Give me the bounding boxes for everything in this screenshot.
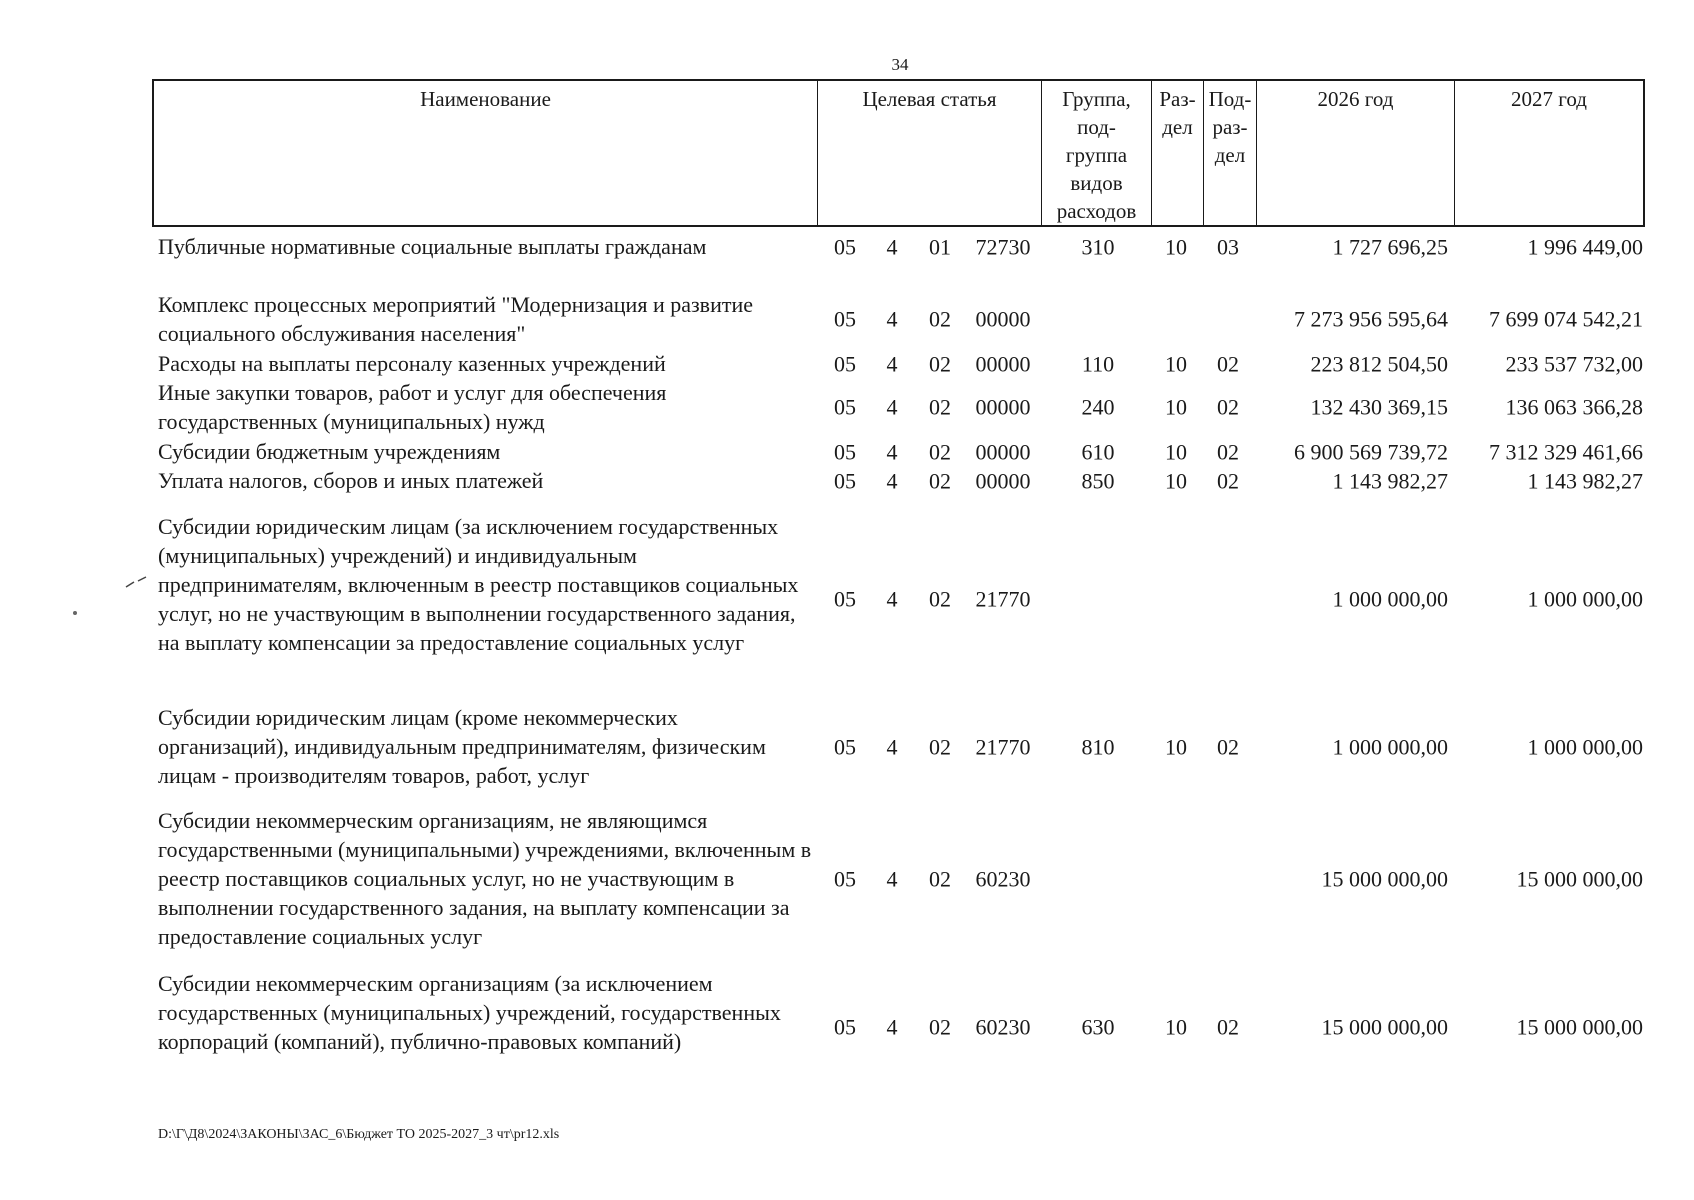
row-name: Расходы на выплаты персоналу казенных учреждений [158,351,666,376]
header-group-line: видов [1070,171,1123,195]
row-target-2: 4 [886,1014,898,1040]
row-value-2027: 1 000 000,00 [1527,586,1643,612]
footer-file-path: D:\Г\Д8\2024\ЗАКОНЫ\ЗАС_6\Бюджет ТО 2025-2027_3 чт\pr12.xls [158,1127,560,1142]
row-name: Субсидии бюджетным учреждениям [158,439,501,464]
row-value-2027: 15 000 000,00 [1516,866,1643,891]
table-row [0,349,1694,378]
header-year-2026: 2026 год [1257,81,1455,225]
row-target-3: 01 [929,234,951,259]
row-target-2: 4 [886,306,898,332]
row-podrazdel: 02 [1217,351,1239,376]
row-value-2027: 1 996 449,00 [1527,234,1643,259]
row-podrazdel: 02 [1217,734,1239,759]
scan-artifact-mark [124,575,150,591]
row-target-2: 4 [886,586,898,612]
header-group-line: расходов [1056,199,1137,223]
row-podrazdel: 02 [1217,468,1239,493]
row-group: 630 [1081,1014,1115,1040]
row-podrazdel: 02 [1217,394,1239,420]
row-target-4: 60230 [975,1014,1031,1040]
row-name: Иные закупки товаров, работ и услуг для обеспечения государственных (муниципальных) нужд [158,380,667,434]
row-value-2027: 1 143 982,27 [1527,468,1643,493]
row-value-2027: 7 312 329 461,66 [1489,439,1643,464]
row-target-3: 02 [929,439,951,464]
table-row [0,437,1694,466]
row-value-2026: 1 143 982,27 [1332,468,1448,493]
header-podrazdel-line: Под- [1208,87,1252,111]
header-group-line: группа [1065,143,1128,167]
row-name: Комплекс процессных мероприятий "Модернизация и развитие социального обслуживания населения" [158,292,753,346]
table-row [0,806,1694,951]
row-value-2026: 15 000 000,00 [1321,1014,1448,1040]
row-razdel: 10 [1165,351,1187,376]
row-target-1: 05 [834,234,856,259]
row-target-4: 21770 [975,586,1031,612]
row-group: 110 [1081,351,1115,376]
row-target-4: 00000 [975,306,1031,332]
row-name: Субсидии некоммерческим организациям (за исключением государственных (муниципальных) учреждений, государственных корпораций (компаний), публично-правовых компаний) [158,971,781,1054]
row-name: Уплата налогов, сборов и иных платежей [158,468,544,493]
row-target-3: 02 [929,734,951,759]
row-name: Субсидии некоммерческим организациям, не являющимся государственными (муниципальными) учреждениями, включенным в реестр поставщиков социальных услуг, но не участвующим в выполнении государственного задания, на выплату компенсации за предоставление социальных услуг [158,808,812,949]
row-target-4: 00000 [975,394,1031,420]
table-row [0,290,1694,348]
row-name: Публичные нормативные социальные выплаты гражданам [158,234,707,259]
row-value-2026: 7 273 956 595,64 [1294,306,1448,332]
row-value-2026: 1 727 696,25 [1332,234,1448,259]
row-group: 850 [1081,468,1115,493]
row-group: 240 [1081,394,1115,420]
row-target-4: 60230 [975,866,1031,891]
row-razdel: 10 [1165,234,1187,259]
row-target-1: 05 [834,1014,856,1040]
header-group-line: под- [1077,115,1116,139]
row-group: 610 [1081,439,1115,464]
table-row [0,703,1694,790]
header-group-line: Группа, [1062,87,1131,111]
row-target-3: 02 [929,866,951,891]
row-target-1: 05 [834,394,856,420]
page-number: 34 [891,55,909,74]
header-razdel-line: Раз- [1159,87,1196,111]
row-target-1: 05 [834,866,856,891]
row-razdel: 10 [1165,468,1187,493]
row-razdel: 10 [1165,439,1187,464]
row-podrazdel: 02 [1217,439,1239,464]
table-row [0,512,1694,686]
table-row [0,969,1694,1085]
row-target-3: 02 [929,468,951,493]
row-target-3: 02 [929,1014,951,1040]
row-target-2: 4 [886,734,898,759]
row-target-1: 05 [834,586,856,612]
table-row [0,466,1694,495]
row-target-2: 4 [886,439,898,464]
row-value-2026: 15 000 000,00 [1321,866,1448,891]
scan-artifact-dot [70,608,80,618]
row-target-2: 4 [886,866,898,891]
row-group: 310 [1081,234,1115,259]
row-razdel: 10 [1165,1014,1187,1040]
row-razdel: 10 [1165,734,1187,759]
row-group: 810 [1081,734,1115,759]
row-target-4: 72730 [975,234,1031,259]
row-target-1: 05 [834,306,856,332]
row-value-2026: 1 000 000,00 [1332,586,1448,612]
table-row [0,232,1694,261]
row-value-2026: 1 000 000,00 [1332,734,1448,759]
row-target-1: 05 [834,351,856,376]
row-target-3: 02 [929,306,951,332]
header-razdel-line: дел [1162,115,1193,139]
row-value-2027: 7 699 074 542,21 [1489,306,1643,332]
row-target-4: 00000 [975,351,1031,376]
header-name: Наименование [154,81,818,225]
row-target-3: 02 [929,586,951,612]
header-podrazdel-line: раз- [1212,115,1248,139]
row-value-2027: 15 000 000,00 [1516,1014,1643,1040]
row-target-4: 00000 [975,439,1031,464]
row-target-2: 4 [886,468,898,493]
row-target-4: 00000 [975,468,1031,493]
row-target-1: 05 [834,734,856,759]
header-target-article: Целевая статья [818,81,1042,225]
row-value-2027: 1 000 000,00 [1527,734,1643,759]
row-target-3: 02 [929,394,951,420]
header-podrazdel-line: дел [1214,143,1246,167]
table-row [0,378,1694,436]
row-value-2026: 223 812 504,50 [1310,351,1448,376]
row-name: Субсидии юридическим лицам (кроме некоммерческих организаций), индивидуальным предпринимателям, физическим лицам - производителям товаров, работ, услуг [158,705,766,788]
row-podrazdel: 03 [1217,234,1239,259]
row-name: Субсидии юридическим лицам (за исключением государственных (муниципальных) учреждений) и индивидуальным предпринимателям, включенным в реестр поставщиков социальных услуг, но не участвующим в выполнении государственного задания, на выплату компенсации за предоставление социальных услуг [158,514,799,655]
row-target-2: 4 [886,351,898,376]
row-target-4: 21770 [975,734,1031,759]
row-target-3: 02 [929,351,951,376]
row-value-2026: 132 430 369,15 [1310,394,1448,420]
row-target-1: 05 [834,468,856,493]
row-value-2027: 136 063 366,28 [1505,394,1643,420]
row-target-2: 4 [886,234,898,259]
row-razdel: 10 [1165,394,1187,420]
row-value-2026: 6 900 569 739,72 [1294,439,1448,464]
row-value-2027: 233 537 732,00 [1505,351,1643,376]
row-target-2: 4 [886,394,898,420]
row-target-1: 05 [834,439,856,464]
row-podrazdel: 02 [1217,1014,1239,1040]
header-year-2027: 2027 год [1511,87,1587,111]
